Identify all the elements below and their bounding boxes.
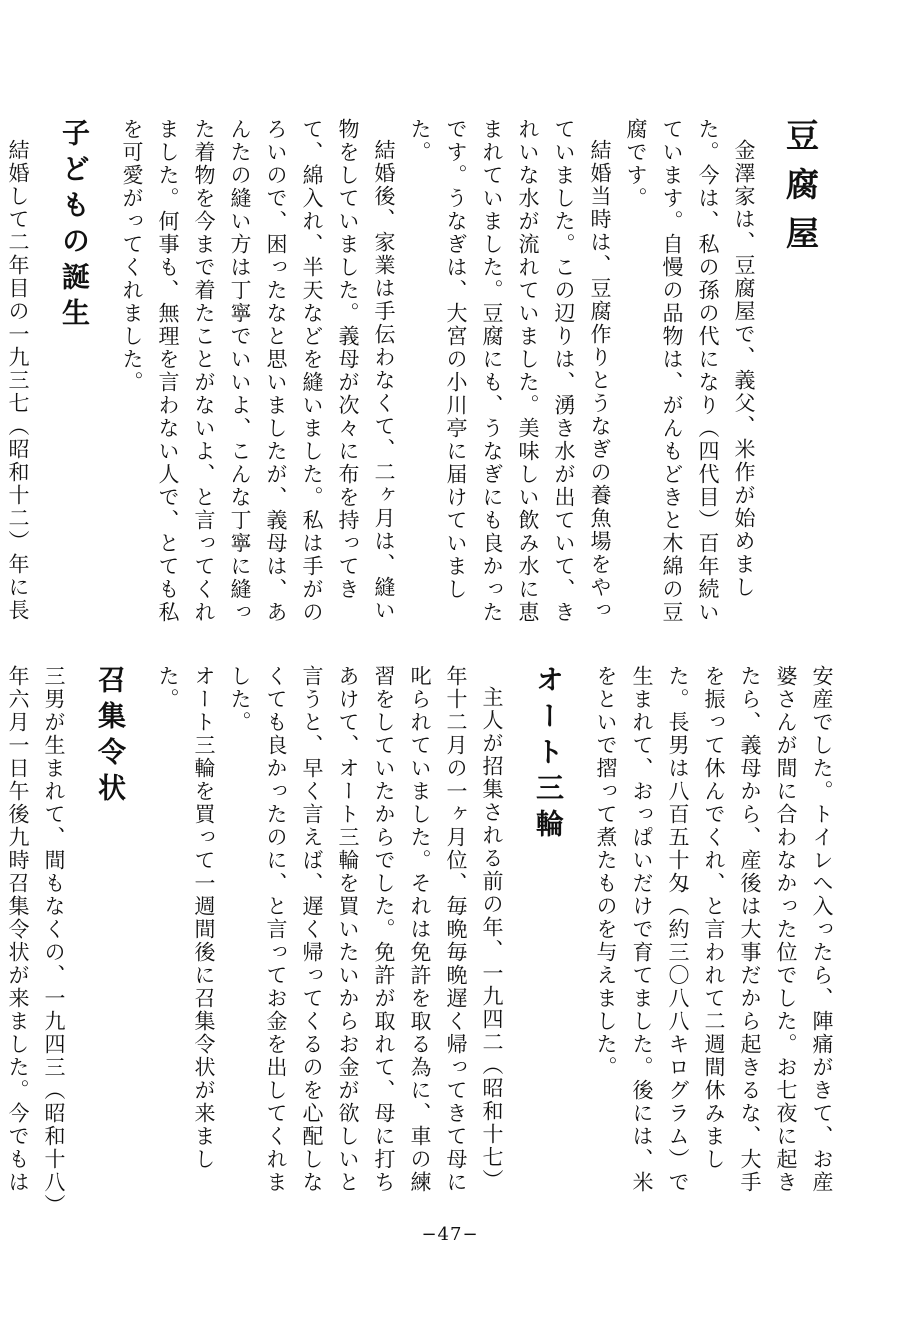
section-heading-auto-tricycle: オート三輪 — [532, 665, 565, 845]
paragraph: 金澤家は、豆腐屋で、義父、米作が始めました。今は、私の孫の代になり（四代目）百年続いています。自慢の品物は、がんもどきと木綿の豆腐です。 — [624, 118, 756, 624]
section-heading-draft-notice: 召集令状 — [94, 665, 127, 809]
upper-text-block — [6, 118, 840, 638]
section-heading-birth: 子どもの誕生 — [58, 118, 91, 334]
section-heading-tofu: 豆腐屋 — [781, 118, 820, 265]
paragraph: オート三輪を買って一週間後に召集令状が来ました。 — [156, 665, 216, 1171]
paragraph: 結婚して二年目の一九三七（昭和十二）年に長 — [6, 139, 30, 622]
page-number: −47− — [421, 1224, 479, 1245]
paragraph: 結婚当時は、豆腐作りとうなぎの養魚場をやっていました。この辺りは、湧き水が出ていて、きれいな水が流れていました。美味しい飲み水に恵まれていました。豆腐にも、うなぎにも良かったです。うなぎは、大宮の小川亭に届けていました。 — [408, 118, 612, 624]
paragraph: 主人が招集される前の年、一九四二（昭和十七）年十二月の一ヶ月位、毎晩毎晩遅く帰ってきて母に叱られていました。それは免許を取る為に、車の練習をしていたからでした。免許が取れて、母に打ちあけて、オート三輪を買いたいからお金が欲しいと言うと、早く言えば、遅く帰ってくるのを心配しなくても良かったのに、と言ってお金を出してくれました。 — [228, 665, 504, 1194]
lower-text-block — [6, 665, 840, 1213]
paragraph: 三男が生まれて、間もなくの、一九四三（昭和十八）年六月一日午後九時召集令状が来ました。今でもは — [6, 665, 66, 1207]
paragraph: 結婚後、家業は手伝わなくて、二ヶ月は、縫い物をしていました。義母が次々に布を持ってきて、綿入れ、半天などを縫いました。私は手がのろいので、困ったなと思いましたが、義母は、あんたの縫い方は丁寧でいいよ、こんな丁寧に縫った着物を今まで着たことがないよ、と言ってくれました。何事も、無理を言わない人で、とても私を可愛がってくれました。 — [120, 118, 396, 624]
paragraph-continued: 安産でした。トイレへ入ったら、陣痛がきて、お産婆さんが間に合わなかった位でした。お七夜に起きたら、義母から、産後は大事だから起きるな、大手を振って休んでくれ、と言われて二週間休みました。長男は八百五十匁（約三〇八八キログラム）で生まれて、おっぱいだけで育てました。後には、米をといで摺って煮たものを与えました。 — [594, 665, 834, 1194]
